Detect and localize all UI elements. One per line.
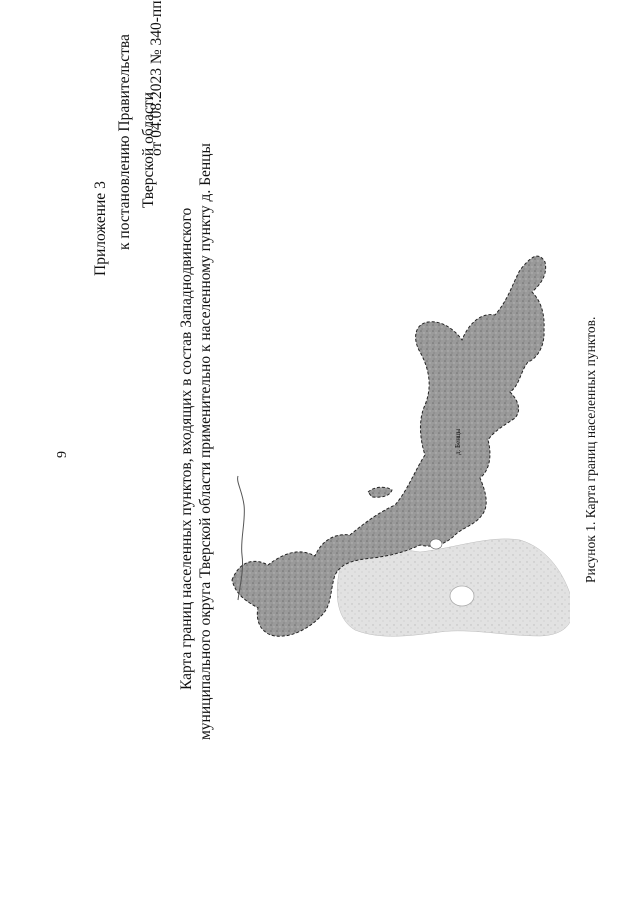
settlement-label: д. Бенцы: [454, 428, 462, 455]
page-number: 9: [55, 451, 70, 458]
small-clearing: [430, 539, 442, 549]
approval-region-line: Тверской области: [140, 92, 157, 208]
detached-plot: [368, 487, 392, 497]
title-line-2: муниципального округа Тверской области применительно к населенному пункту д. Бенцы: [197, 143, 214, 740]
settlement-boundary-map: [210, 225, 570, 645]
title-line-1: Карта границ населенных пунктов, входящих в состав Западнодвинского: [178, 207, 195, 690]
approval-annex-line: Приложение 3: [92, 181, 109, 276]
figure-caption: Рисунок 1. Карта границ населенных пунктов.: [583, 316, 598, 583]
approval-date-line: от 04.08.2023 № 340-пп: [148, 0, 165, 156]
pond: [450, 586, 474, 606]
approval-resolution-line: к постановлению Правительства: [116, 34, 133, 250]
